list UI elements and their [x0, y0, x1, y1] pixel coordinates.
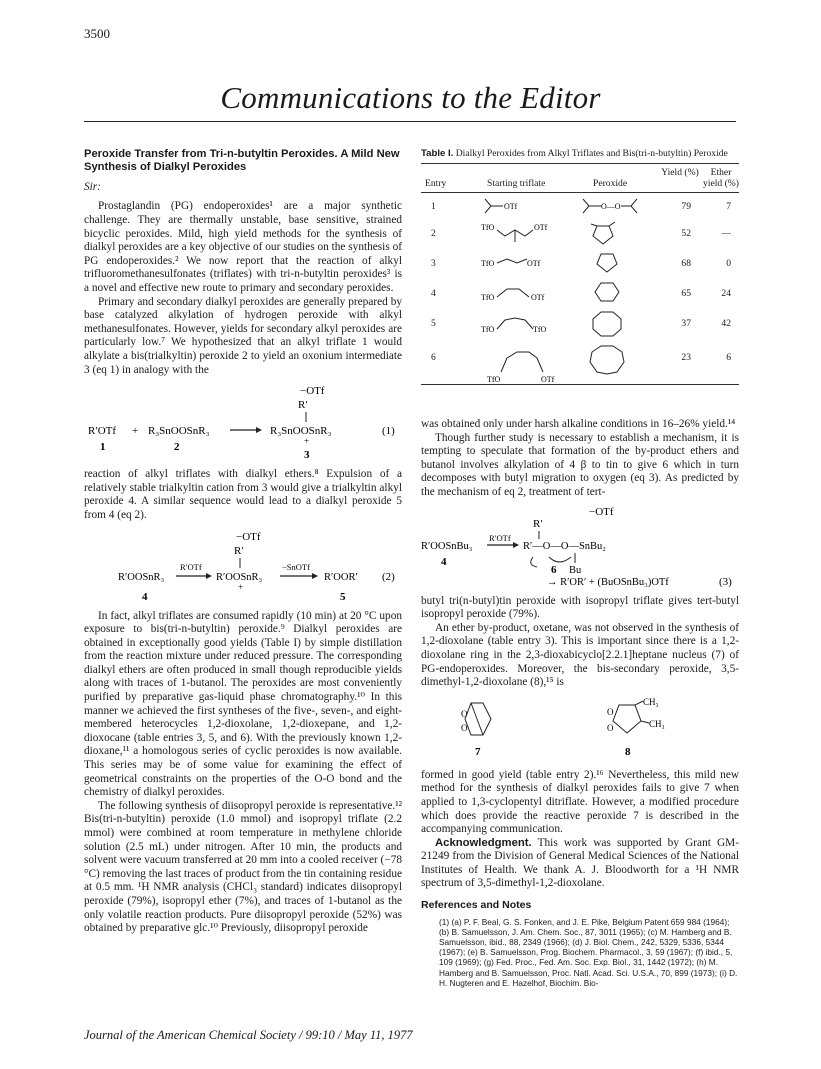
eq3-anion: −OTf	[589, 505, 614, 518]
eq3-curved-arrow	[549, 557, 571, 562]
cell-entry: 3	[431, 258, 436, 270]
otf-label: OTf	[504, 202, 518, 212]
paragraph: The following synthesis of diisopropyl peroxide is representative.¹² Bis(tri-n-butyltin) peroxide (1.0 mmol) and isopropyl triflate (2.2 mmol) were combined at room temperature in methylene chloride solution (2.5 mL) under nitrogen. After 10 min, the products and solvent were vacuum transferred at 20 mm into a cooled receiver (−78 °C) removing the last traces of product from the tin containing residue at 0.5 mm. ¹H NMR analysis (CHCl₃ standard) indicates diisopropyl peroxide (79%), isopropyl ether (7%), and traces of 1-butanol as the only volatile reaction products. Pure diisopropyl peroxide (52%) was obtained by preparative glc.¹⁰ Previously, diisopropyl peroxide	[84, 799, 402, 935]
eq2-number-5: 5	[340, 590, 346, 602]
table-row	[421, 344, 739, 384]
paragraph: An ether by-product, oxetane, was not observed in the synthesis of 1,2-dioxolane (table entry 3). This is important since there is a 1,2-dioxolane ring in the 2,3-dioxabicyclo[2.2.1]heptane nucleus (7) of PG-endoperoxides. Moreover, the bis-secondary peroxide, 3,5-dimethyl-1,2-dioxolane (8),¹⁵ is	[421, 621, 739, 689]
row4-structures	[421, 280, 661, 310]
table-row	[421, 310, 739, 344]
table-caption-text: Dialkyl Peroxides from Alkyl Triflates and Bis(tri-n-butyltin) Peroxide	[453, 148, 728, 159]
row3-structures	[421, 250, 661, 280]
acknowledgment	[421, 837, 739, 891]
eq1-number-3: 3	[304, 449, 310, 461]
svg-text:O: O	[607, 706, 614, 717]
cell-entry: 2	[431, 228, 436, 240]
journal-footer: Journal of the American Chemical Society / 99:10 / May 11, 1977	[84, 1028, 413, 1042]
eq3-bu: Bu	[569, 564, 582, 576]
table-1	[421, 148, 739, 385]
eq3-middle: R′—O—O—SnBu₂	[523, 540, 606, 552]
svg-text:O: O	[607, 722, 614, 733]
header-triflate: Starting triflate	[487, 178, 546, 190]
cell-ether-yield: 0	[726, 258, 731, 270]
eq1-anion: −OTf	[300, 385, 325, 398]
paragraph: Primary and secondary dialkyl peroxides are generally prepared by base catalyzed alkylation of hydrogen peroxide with alkyl methanesulfonates. However, yields for secondary alkyl peroxides are particularly low.⁷ We hypothesized that an alkyl triflate 1 would alkylate a bis(trialkyltin) peroxide 2 to yield an oxonium intermediate 3 (eq 1) in analogy with the	[84, 295, 402, 376]
eq2-number-4: 4	[142, 590, 148, 602]
paragraph: formed in good yield (table entry 2).¹⁶ Nevertheless, this mild new method for the synthesis of dialkyl peroxides fails to give 7 when applied to 1,3-cyclopentyl ditriflate. However, a modified procedure which does provide the reactive peroxide 7 is described in the accompanying communication.	[421, 768, 739, 836]
eq1-reactant-2: R₃SnOOSnR₃	[148, 425, 210, 438]
eq2-anion: −OTf	[236, 530, 261, 543]
eq3-arrowhead	[513, 542, 519, 548]
eq2-arrow1-label: R′OTf	[180, 561, 202, 572]
structures-7-8	[421, 695, 739, 761]
structure-7-ring	[465, 703, 491, 735]
cell-entry: 4	[431, 288, 436, 300]
acknowledgment-text: This work was supported by Grant GM-21249 from the Division of General Medical Sciences of the National Institutes of Health. We thank A. J. Bloodworth for a ¹H NMR spectrum of 3,5-dimethyl-1,2-dioxolane.	[421, 836, 739, 890]
cell-yield: 23	[681, 352, 691, 364]
cell-ether-yield: 42	[721, 318, 731, 330]
structure-8-label: 8	[625, 745, 631, 758]
tfo-label: TfO	[487, 375, 501, 385]
eq3-arrow-label: R′OTf	[489, 532, 511, 543]
cell-ether-yield: 7	[726, 201, 731, 213]
otf-label: OTf	[527, 259, 541, 269]
paragraph: butyl tri(n-butyl)tin peroxide with isopropyl triflate gives tert-butyl isopropyl peroxide (79%).	[421, 594, 739, 621]
eq2-arrow2-label: −SnOTf	[282, 561, 310, 572]
row1-structures	[421, 193, 661, 220]
table-row	[421, 250, 739, 280]
table-row	[421, 193, 739, 220]
eq2-charge: +	[238, 581, 244, 592]
row6-structures	[421, 344, 661, 384]
eq3-start: R′OOSnBu₃	[421, 540, 473, 552]
tfo-label: TfO	[481, 293, 495, 303]
tfo-label: TfO	[481, 259, 495, 269]
equation-1-drawing	[84, 382, 402, 460]
cell-entry: 5	[431, 318, 436, 330]
table-caption	[421, 148, 739, 159]
paragraph: was obtained only under harsh alkaline conditions in 16–26% yield.¹⁴	[421, 418, 736, 430]
eq1-reactant-1: R′OTf	[88, 425, 117, 438]
paragraph: In fact, alkyl triflates are consumed rapidly (10 min) at 20 °C upon exposure to bis(tri-n-butyltin) peroxide.⁹ Dialkyl peroxides are obtained in exceptionally good yields (Table I) by simple distillation from the reaction mixture under reduced pressure. The corresponding dialkyl ethers are often produced in small though reproducible yields along with traces of 1-butanol. The peroxides are most conveniently purified by preparative gas-liquid phase chromatography.¹⁰ In this manner we achieved the first syntheses of the five-, seven-, and eight-membered heterocycles 1,2-dioxolane, 1,2-dioxepane, and 1,2-dioxocane (table entries 3, 5, and 6). With the previously known 1,2-dioxane,¹¹ a homologous series of cyclic peroxides is now available. This series may be of some value for examining the effect of geometrical constraints on the properties of the O-O bond and the chemistry of dialkyl peroxides.	[84, 609, 402, 799]
eq3-product: → R′OR′ + (BuOSnBu₃)OTf	[547, 576, 669, 587]
paragraph: Though further study is necessary to establish a mechanism, it is tempting to speculate that formation of the by-product ethers and butanol involves alkylation of 4 β to tin to give 6 which in turn decomposes with butyl migration to oxygen (eq 3). As predicted by the mechanism of eq 2, treatment of tert-	[421, 431, 739, 498]
structures-7-8-drawing	[421, 695, 739, 761]
ch3-label: CH₃	[643, 696, 659, 707]
table-row	[421, 220, 739, 250]
references-title: References and Notes	[421, 899, 532, 912]
equation-2	[84, 528, 402, 602]
section-title: Communications to the Editor	[220, 80, 601, 115]
cell-yield: 65	[681, 288, 691, 300]
table-row	[421, 280, 739, 310]
otf-label: OTf	[534, 223, 548, 233]
article-title: Peroxide Transfer from Tri-n-butyltin Peroxides. A Mild New Synthesis of Dialkyl Peroxides	[84, 148, 400, 174]
tfo-label: TfO	[481, 325, 495, 335]
eq2-arrowhead-2	[312, 573, 318, 579]
paragraph: reaction of alkyl triflates with dialkyl ethers.⁸ Expulsion of a relatively stable trialkyltin cation from 3 would give a trialkyltin alkyl peroxide 4. A similar sequence would lead to a dialkyl peroxide 5 from 4 (eq 2).	[84, 468, 402, 521]
eq2-rprime: R′	[234, 544, 244, 557]
left-column	[84, 148, 402, 936]
eq1-plus: +	[132, 425, 139, 438]
tfo-label: TfO	[533, 325, 547, 335]
eq2-start: R′OOSnR₃	[118, 571, 165, 583]
eq2-middle: R′OOSnR₃	[216, 571, 263, 583]
eq1-rprime: R′	[298, 399, 308, 412]
cell-yield: 52	[681, 228, 691, 240]
eq1-arrowhead	[256, 427, 262, 433]
eq2-product: R′OOR′	[324, 571, 358, 583]
equation-1	[84, 382, 402, 460]
cell-yield: 68	[681, 258, 691, 270]
paragraph: Prostaglandin (PG) endoperoxides¹ are a major synthetic challenge. They are thermally unstable, base sensitive, strained bicyclic peroxides. Mild, high yield methods for the synthesis of dialkyl peroxides are a key objective of our studies on the synthesis of PG endoperoxides.² We now report that the reaction of alkyl trifluoromethanesulfonates (triflates) with tri-n-butyltin peroxides³ is a novel and effective new route to primary and secondary peroxides.	[84, 200, 402, 294]
svg-text:O: O	[461, 708, 468, 719]
eq1-charge: +	[304, 436, 310, 447]
tfo-label: TfO	[481, 223, 495, 233]
page-number: 3500	[84, 26, 110, 41]
header-yield: Yield (%)	[661, 167, 699, 179]
cell-ether-yield: —	[721, 228, 731, 240]
equation-3	[421, 505, 739, 587]
eq2-arrowhead-1	[206, 573, 212, 579]
oo-label: O—O	[601, 202, 621, 212]
cell-yield: 79	[681, 201, 691, 213]
table-caption-label: Table I.	[421, 148, 454, 159]
equation-3-drawing	[421, 505, 739, 587]
cell-ether-yield: 24	[721, 288, 731, 300]
eq3-number-4: 4	[441, 555, 447, 568]
eq3-curved-arrow	[531, 557, 537, 567]
title-rule	[84, 121, 736, 122]
table-header	[421, 164, 739, 192]
structure-7-label: 7	[475, 745, 481, 758]
salutation: Sir:	[84, 180, 101, 193]
right-column	[421, 418, 739, 988]
eq2-label: (2)	[382, 570, 395, 583]
eq1-product: R₃SnOOSnR₃	[270, 425, 332, 438]
eq1-number-1: 1	[100, 441, 106, 454]
eq1-number-2: 2	[174, 441, 180, 454]
cell-yield: 37	[681, 318, 691, 330]
references: (1) (a) P. F. Beal, G. S. Fonken, and J. E. Pike, Belgium Patent 659 984 (1964); (b) B. Samuelsson, J. Am. Chem. Soc., 87, 3011 (1965); (c) M. Hamberg and B. Samuelsson, ibid., 88, 2349 (1966); (d) J. Biol. Chem., 242, 5329, 5336, 5344 (1967); (e) B. Samuelsson, Prog. Biochem. Pharmacol., 3, 59 (1967); (f) ibid., 5, 109 (1969); (g) Fed. Proc., Fed. Am. Soc. Exp. Biol., 31, 1442 (1972); (h) M. Hamberg and B. Samuelsson, Proc. Natl. Acad. Sci. U.S.A., 70, 899 (1973); (i) D. H. Nugteren and E. Hazelhof, Biochim. Bio-	[439, 916, 738, 988]
svg-text:O: O	[461, 722, 468, 733]
row2-structures	[421, 220, 661, 250]
equation-2-drawing	[84, 528, 402, 602]
header-peroxide: Peroxide	[593, 178, 628, 190]
eq1-label: (1)	[382, 425, 395, 438]
acknowledgment-label: Acknowledgment.	[435, 836, 532, 849]
cell-entry: 6	[431, 352, 436, 364]
cell-ether-yield: 6	[726, 352, 731, 364]
cell-entry: 1	[431, 201, 436, 213]
row5-structures	[421, 310, 661, 344]
eq3-rprime: R′	[533, 517, 543, 530]
table-bottom-rule	[421, 384, 739, 385]
header-ether-yield: Ether yield (%)	[703, 167, 739, 190]
otf-label: OTf	[531, 293, 545, 303]
otf-label: OTf	[541, 375, 555, 385]
ch3-label: CH₃	[649, 718, 665, 729]
structure-8-ring	[613, 705, 641, 733]
header-entry: Entry	[425, 178, 447, 190]
eq3-number-6: 6	[551, 563, 557, 576]
eq3-label: (3)	[719, 575, 732, 587]
